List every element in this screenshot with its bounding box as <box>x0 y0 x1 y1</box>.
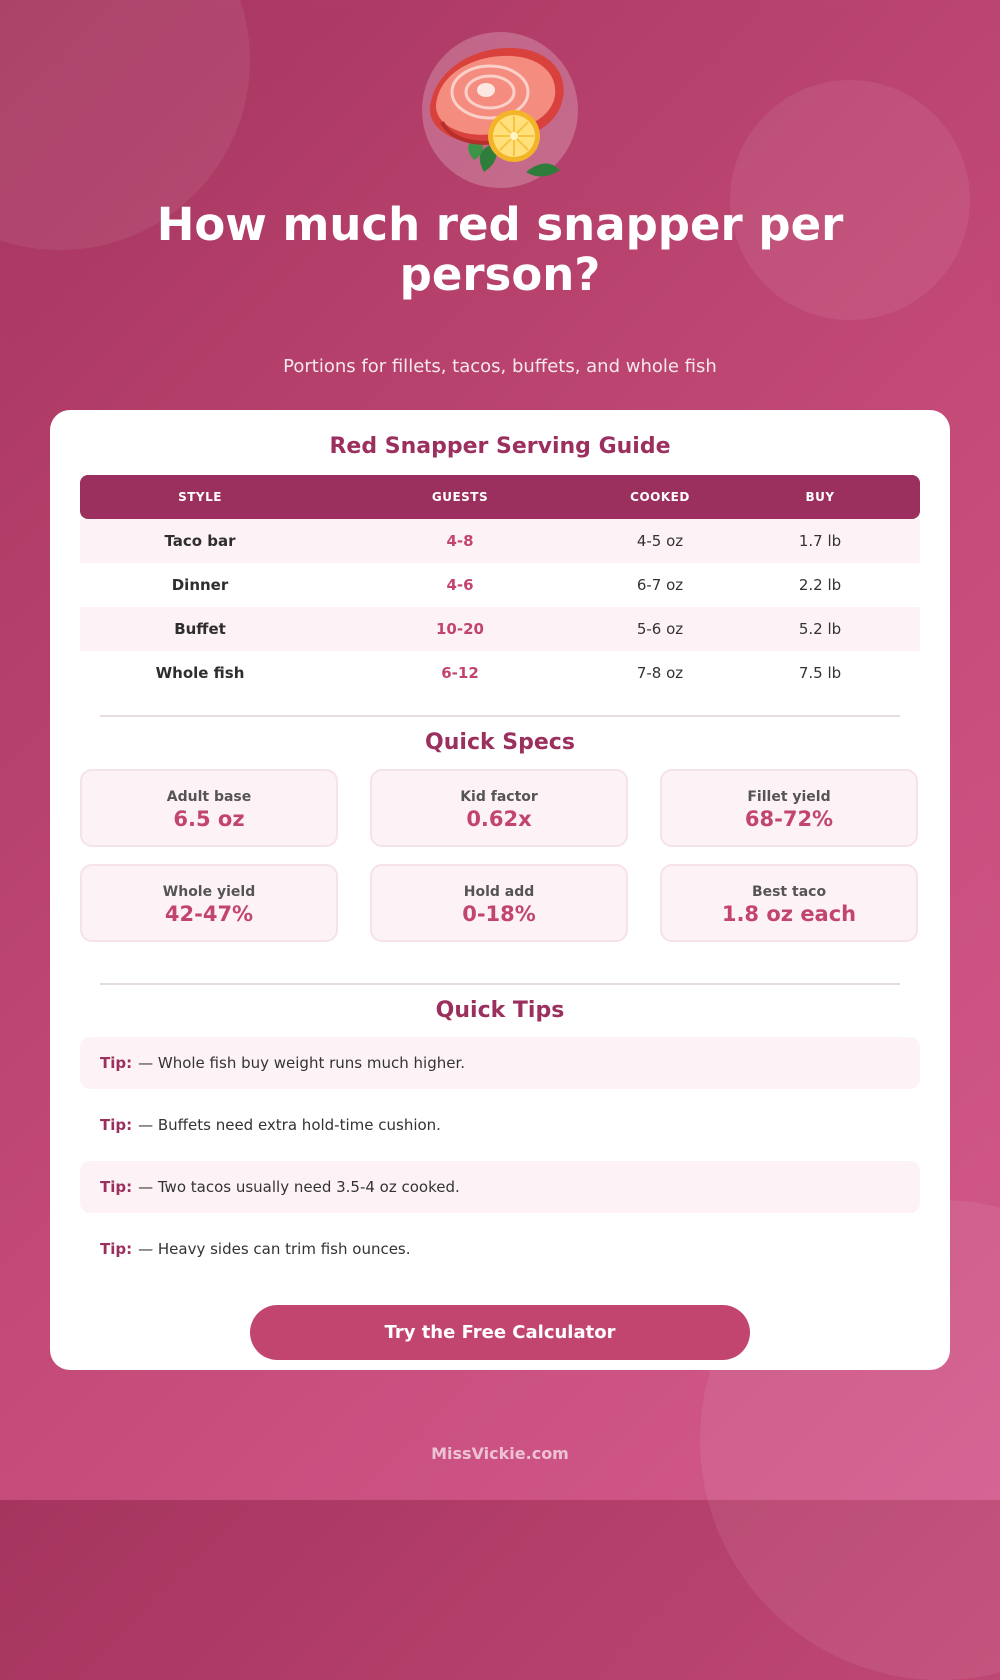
row-guests: 6-12 <box>441 664 479 682</box>
table-row <box>80 651 920 695</box>
footer-brand: MissVickie.com <box>431 1444 569 1463</box>
serving-guide-title: Red Snapper Serving Guide <box>329 434 671 459</box>
spec-label: Best taco <box>751 884 827 900</box>
page-title: How much red snapper per person? <box>156 198 844 301</box>
spec-label: Fillet yield <box>747 789 831 805</box>
row-cooked: 5-6 oz <box>636 620 684 638</box>
tip-text: — Heavy sides can trim fish ounces. <box>138 1240 411 1258</box>
row-style: Whole fish <box>155 664 245 682</box>
spec-value: 42-47% <box>164 902 254 926</box>
spec-card-best-taco <box>660 864 918 942</box>
tip-item <box>80 1223 920 1275</box>
spec-card-adult-base <box>80 769 338 847</box>
row-guests: 4-6 <box>446 576 474 594</box>
spec-label: Whole yield <box>162 884 256 900</box>
row-buy: 5.2 lb <box>798 620 842 638</box>
spec-value: 1.8 oz each <box>721 902 857 926</box>
quick-tips-title: Quick Tips <box>435 998 565 1023</box>
spec-label: Adult base <box>166 789 252 805</box>
spec-value: 0.62x <box>466 807 532 831</box>
row-cooked: 6-7 oz <box>636 576 684 594</box>
spec-card-fillet-yield <box>660 769 918 847</box>
tip-lead: Tip: <box>100 1054 133 1072</box>
spec-value: 68-72% <box>744 807 834 831</box>
tip-lead: Tip: <box>100 1240 133 1258</box>
table-row <box>80 519 920 563</box>
spec-card-kid-factor <box>370 769 628 847</box>
tip-lead: Tip: <box>100 1116 133 1134</box>
section-divider <box>100 983 900 985</box>
tip-lead: Tip: <box>100 1178 133 1196</box>
tip-text: — Buffets need extra hold-time cushion. <box>138 1116 441 1134</box>
serving-guide-table <box>80 475 920 695</box>
row-cooked: 7-8 oz <box>636 664 684 682</box>
spec-value: 0-18% <box>462 902 536 926</box>
column-header-style: STYLE <box>178 490 222 504</box>
column-header-cooked: COOKED <box>630 490 690 504</box>
column-header-guests: GUESTS <box>431 490 489 504</box>
row-guests: 10-20 <box>436 620 484 638</box>
table-row <box>80 607 920 651</box>
row-style: Taco bar <box>164 532 236 550</box>
fish-steak-illustration <box>422 32 578 188</box>
guide-card <box>50 410 950 1370</box>
spec-label: Hold add <box>463 884 535 900</box>
section-divider <box>100 715 900 717</box>
row-guests: 4-8 <box>446 532 474 550</box>
tip-text: — Whole fish buy weight runs much higher. <box>138 1054 466 1072</box>
salmon-steak-with-lemon-icon <box>422 32 578 188</box>
column-header-buy: BUY <box>805 490 835 504</box>
tip-item <box>80 1037 920 1089</box>
spec-value: 6.5 oz <box>173 807 245 831</box>
spec-card-hold-add <box>370 864 628 942</box>
row-style: Dinner <box>171 576 229 594</box>
tip-item <box>80 1161 920 1213</box>
try-calculator-button[interactable]: Try the Free Calculator <box>250 1305 750 1360</box>
row-buy: 1.7 lb <box>798 532 842 550</box>
spec-card-whole-yield <box>80 864 338 942</box>
row-style: Buffet <box>174 620 226 638</box>
tip-text: — Two tacos usually need 3.5-4 oz cooked. <box>138 1178 460 1196</box>
page-subtitle: Portions for fillets, tacos, buffets, and whole fish <box>283 356 717 377</box>
table-header <box>80 475 920 519</box>
tip-item <box>80 1099 920 1151</box>
table-row <box>80 563 920 607</box>
spec-label: Kid factor <box>460 789 538 805</box>
row-buy: 2.2 lb <box>798 576 842 594</box>
row-buy: 7.5 lb <box>798 664 842 682</box>
row-cooked: 4-5 oz <box>636 532 684 550</box>
quick-specs-title: Quick Specs <box>425 730 575 755</box>
